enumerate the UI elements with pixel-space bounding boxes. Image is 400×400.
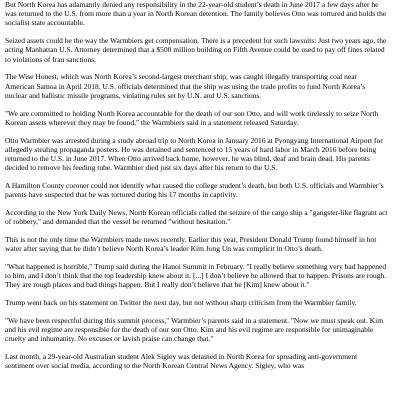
paragraph-recent-news: This is not the only time the Warmbiers made news recently. Earlier this year, President Donald Trump found himself in hot water after saying that he didn’t believe North Korea’s leader Kim Jong Un was complicit in Otto’s death. — [5, 235, 377, 254]
paragraph-sigley: Last month, a 29-year-old Australian student Alek Sigley was detained in North Korea for spreading anti-government sentiment over social media, according to the North Korean Central News Agency. Sigley, who was — [5, 352, 358, 371]
paragraph-trump-quote: "What happened is horrible," Trump said during the Hanoi Summit in February. "I really believe something very bad happened to him, and I don’t think that the top leadership knew about it. [...] I don’t believe he allowed that to happen. Prisons are rough. They are rough places and bad things happen. But I really don’t believe that he [Kim] knew about it." — [5, 262, 387, 290]
article-body — [5, 0, 388, 379]
paragraph-denial: But North Korea has adamantly denied any responsibility in the 22-year-old student’s death in June 2017 a few days after he was returned to the U.S. from more than a year in North Korean detention. The family believes Otto was tortured and holds the socialist state accountable. — [5, 0, 387, 28]
paragraph-arrest: Otto Warmbier was arrested during a study abroad trip to North Korea in January 2016 at Pyongyang International Airport for allegedly stealing propaganda posters. He was detained and sentenced to 15 years of hard labor in March 2016 before being returned to the U.S. in June 2017. When Otto arrived back home, however, he was blind, deaf and brain dead. His parents decided to remove his feeding tube. Warmbier died just six days after his return to the U.S. — [5, 135, 383, 173]
paragraph-seized-assets: Seized assets could be the way the Warmbiers get compensation. There is a precedent for such lawsuits: Just two years ago, the acting Manhattan U.S. Attorney determined that a $500 million building on Fifth Avenue could be used to pay off fines related to violations of Iran sanctions. — [5, 36, 387, 64]
paragraph-wise-honest: The Wise Honest, which was North Korea’s second-largest merchant ship, was caught illegally transporting coal near American Samoa in April 2018. U.S. officials determined that the ship was using the trade profits to fund North Korea’s nuclear and ballistic missile programs, violating rules set by U.N. and U.S. sanctions. — [5, 72, 366, 100]
paragraph-twitter: Trump went back on his statement on Twitter the next day, but not without sharp criticism from the Warmbier family. — [5, 298, 357, 308]
paragraph-family-statement: "We are committed to holding North Korea accountable for the death of our son Otto, and will work tirelessly to seize North Korean assets wherever they may be found," the Warmbiers said in a statement released Saturday. — [5, 108, 379, 127]
paragraph-coroner: A Hamilton County coroner could not identify what caused the college student’s death, but both U.S. officials and Warmbier’s parents have suspected that he was tortured during his 17 months in captivity. — [5, 181, 384, 200]
paragraph-daily-news: According to the New York Daily News, North Korean officials called the seizure of the cargo ship a "gangster-like flagrant act of robbery," and demanded that the vessel be returned "without hesitation." — [5, 208, 388, 227]
paragraph-parents-statement: "We have been respectful during this summit process," Warmbier’s parents said in a statement. "Now we must speak out. Kim and his evil regime are responsible for the death of our son Otto. Kim and his evil regime are responsible for unimaginable cruelty and inhumanity. No excuses or lavish praise can change that." — [5, 316, 384, 344]
